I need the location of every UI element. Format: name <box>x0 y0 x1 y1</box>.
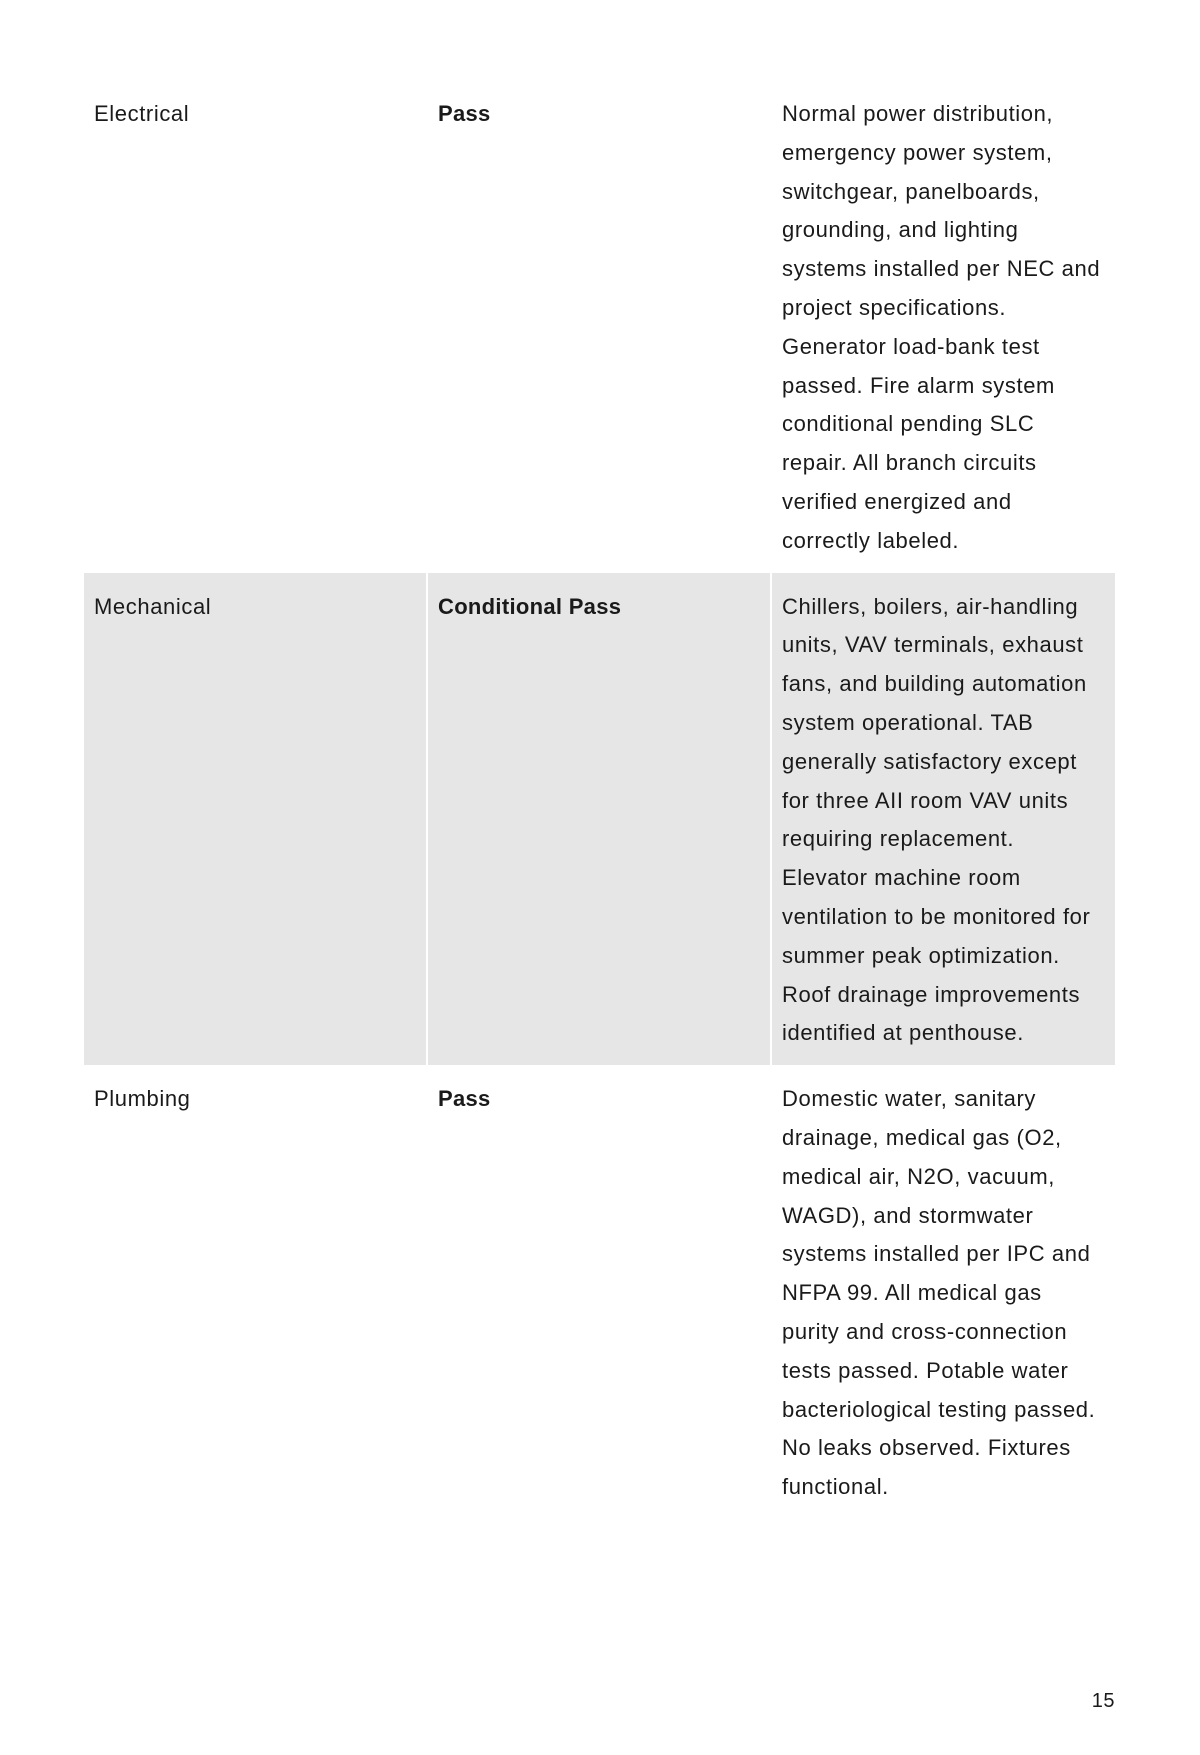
discipline-cell: Mechanical <box>84 573 426 1066</box>
status-cell: Pass <box>438 1086 491 1112</box>
inspection-results-table <box>84 80 1115 1519</box>
discipline-cell: Electrical <box>94 101 190 126</box>
table-row-mechanical <box>84 573 1115 1066</box>
notes-cell: Normal power distribution, emergency power system, switchgear, panelboards, grounding, and lighting systems installed per NEC and project specifications. Generator load-bank test passed. Fire alarm system conditional pending SLC repair. All branch circuits verified energized and correctly labeled. <box>782 101 1101 553</box>
status-cell: Conditional Pass <box>426 573 770 1066</box>
notes-cell: Domestic water, sanitary drainage, medical gas (O2, medical air, N2O, vacuum, WAGD), and stormwater systems installed per IPC and NFPA 99. All medical gas purity and cross-connection tests passed. Potable water bacteriological testing passed. No leaks observed. Fixtures functional. <box>782 1086 1096 1500</box>
table-row-plumbing <box>84 1065 1115 1519</box>
notes-cell: Chillers, boilers, air-handling units, VAV terminals, exhaust fans, and building automation system operational. TAB generally satisfactory except for three AII room VAV units requiring replacement. Elevator machine room ventilation to be monitored for summer peak optimization. Roof drainage improvements identified at penthouse. <box>770 573 1115 1066</box>
table-row-electrical <box>84 80 1115 573</box>
status-cell: Pass <box>438 101 491 126</box>
page-number: 15 <box>1091 1690 1115 1712</box>
discipline-cell: Plumbing <box>94 1086 191 1112</box>
